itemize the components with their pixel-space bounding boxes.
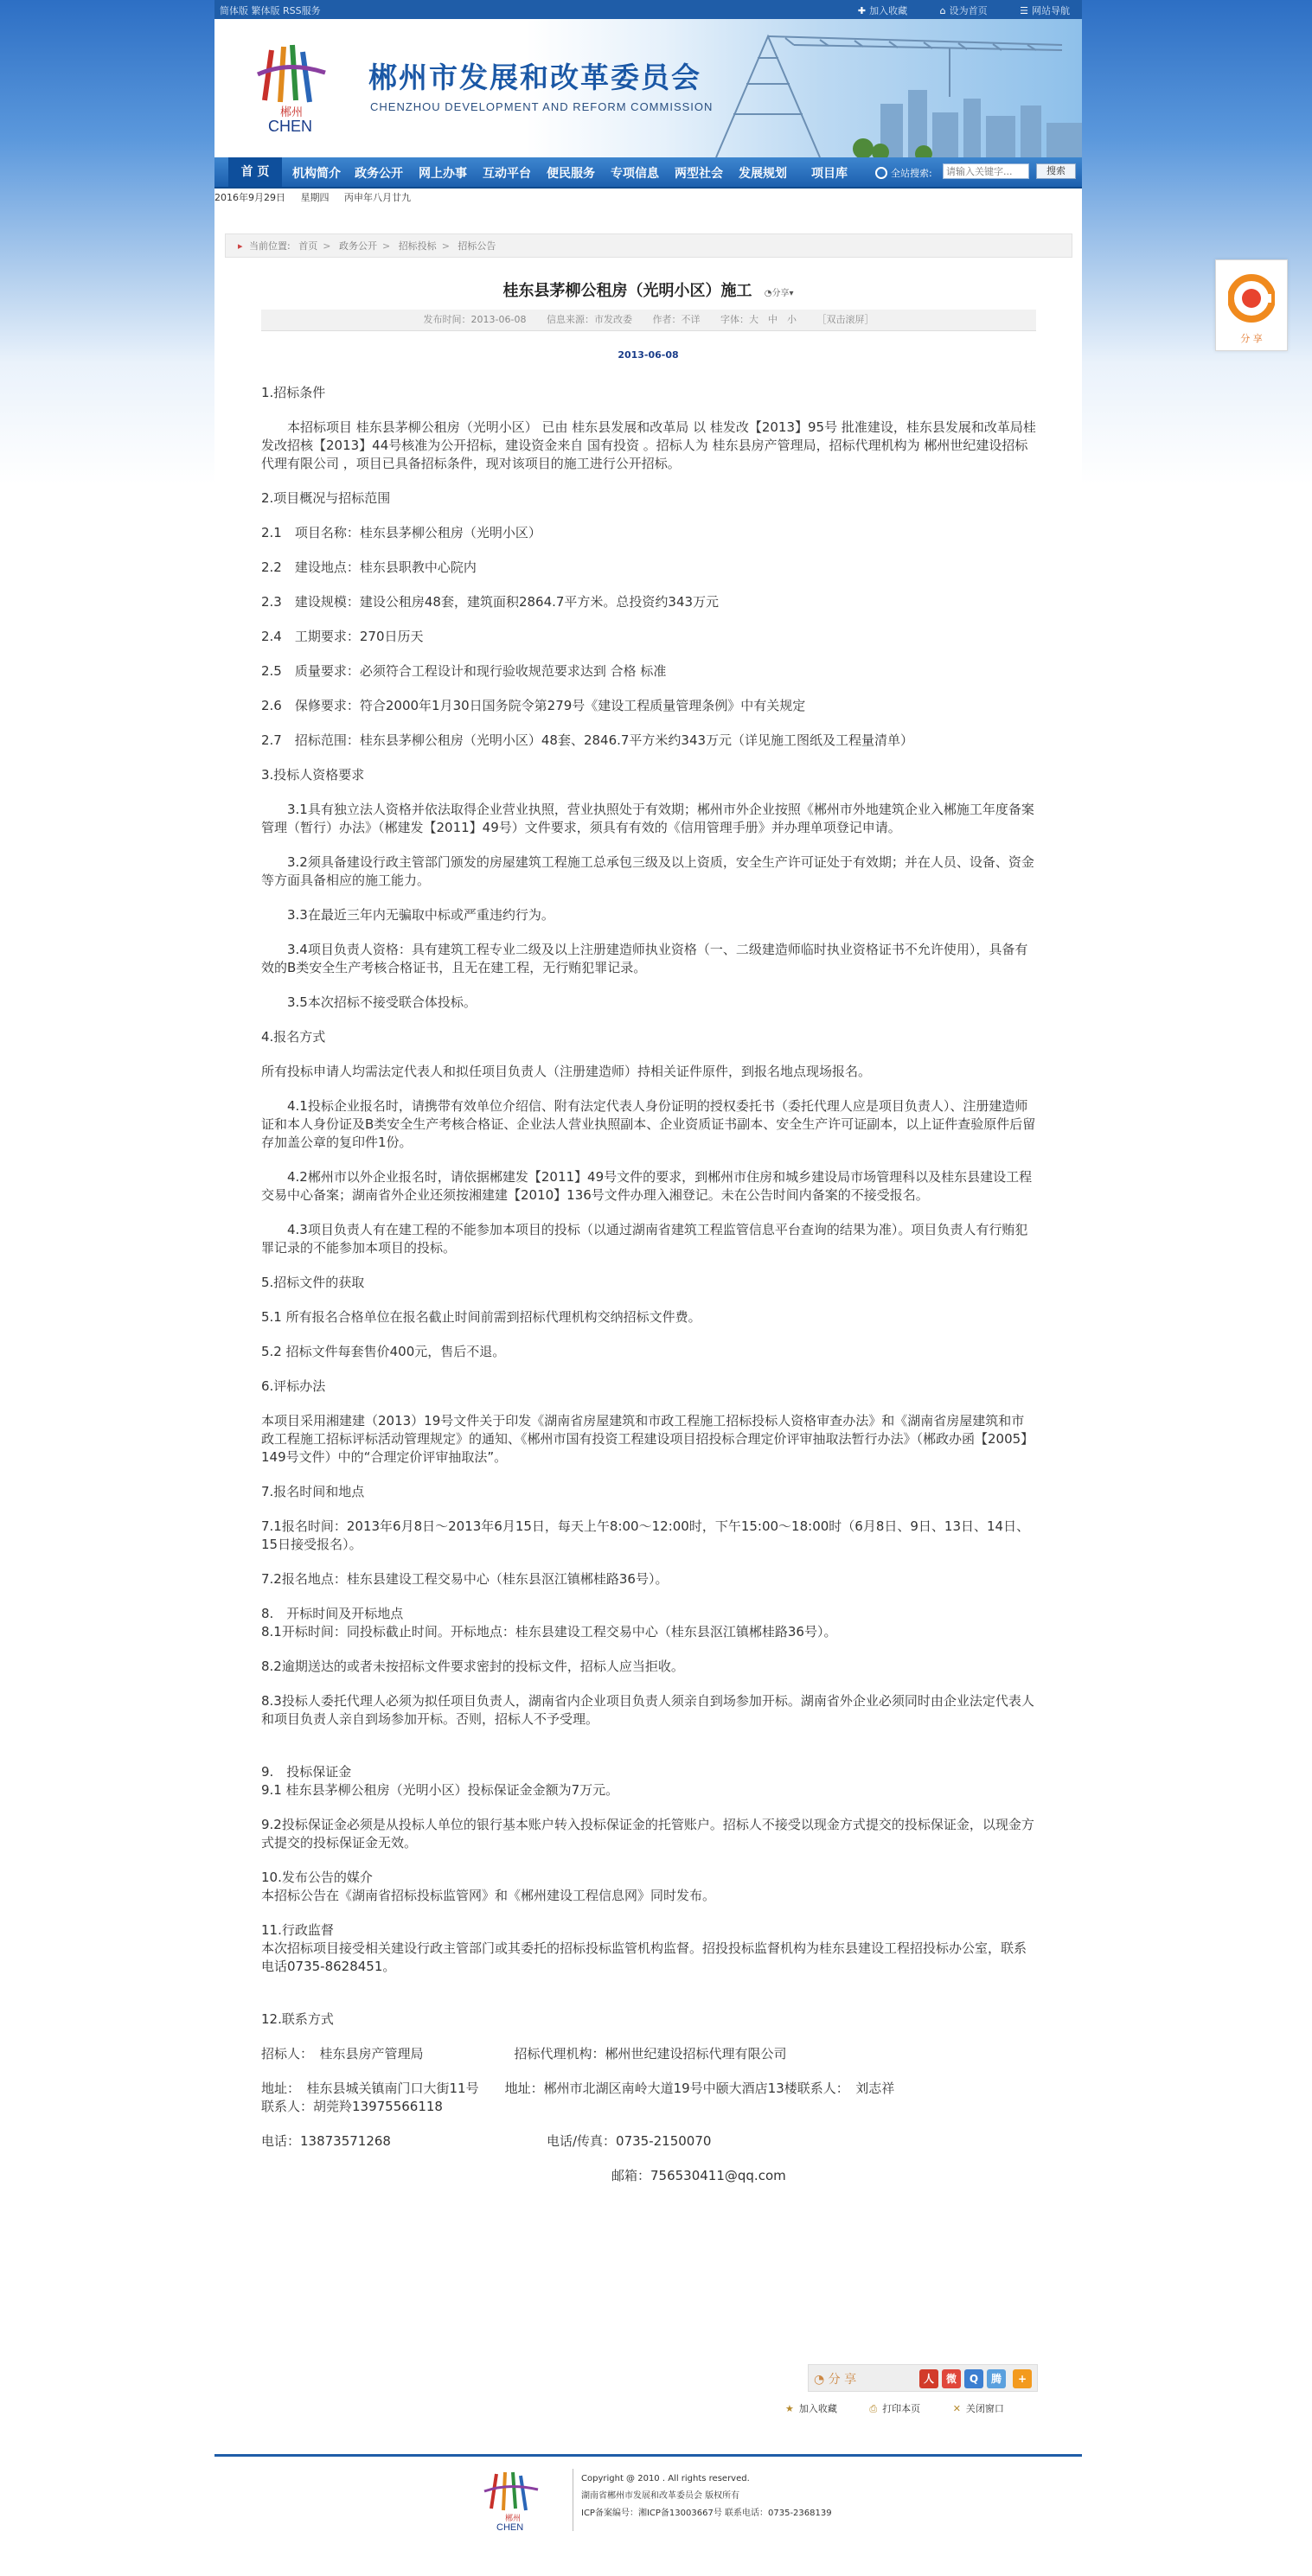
paragraph: 3.2须具备建设行政主管部门颁发的房屋建筑工程施工总承包三级及以上资质，安全生产许可证处于有效期；并在人员、设备、资金等方面具备相应的施工能力。 — [261, 854, 1034, 888]
article-title: 桂东县茅柳公租房（光明小区）施工 — [502, 282, 752, 300]
breadcrumb-home[interactable]: 首页 — [298, 240, 318, 252]
site-title: 郴州市发展和改革委员会 — [368, 61, 701, 94]
paragraph: 2.2 建设地点：桂东县职教中心院内 — [261, 559, 477, 575]
nav-item-project-library[interactable]: 项目库 — [811, 167, 848, 181]
paragraph: 4.3项目负责人有在建工程的不能参加本项目的投标（以通过湖南省建筑工程监管信息平台查询的结果为准）。项目负责人有行贿犯罪记录的不能参加本项目的投标。 — [261, 1222, 1028, 1256]
paragraph: 2.7 招标范围：桂东县茅柳公租房（光明小区）48套、2846.7平方米约343万元（详见施工图纸及工程量清单） — [261, 732, 914, 748]
nav-item-two-type-society[interactable]: 两型社会 — [675, 167, 723, 181]
section-heading: 6.评标办法 — [261, 1378, 326, 1394]
bookmark-link-label: 加入收藏 — [869, 5, 908, 16]
paragraph: 3.3在最近三年内无骗取中标或严重违约行为。 — [287, 907, 554, 923]
paragraph: 2.3 建设规模：建设公租房48套，建筑面积2864.7平方米。总投资约343万元 — [261, 594, 720, 610]
breadcrumb: ▸ 当前位置: 首页 > 政务公开 > 招标投标 > 招标公告 — [225, 233, 1072, 258]
share-bar-button[interactable]: ◔ 分 享 — [814, 2373, 857, 2387]
logo-text: 郴州 — [280, 106, 304, 119]
side-share-label: 分 享 — [1240, 333, 1263, 344]
breadcrumb-bidding[interactable]: 招标投标 — [398, 240, 437, 252]
sitemap-icon: ☰ — [1020, 5, 1028, 16]
sitemap-link[interactable] — [1020, 5, 1070, 16]
paragraph: 8.3投标人委托代理人必须为拟任项目负责人，湖南省内企业项目负责人须亲自到场参加开标。湖南省外企业必须同时由企业法定代表人和项目负责人亲自到场参加开标。否则，招标人不予受理。 — [261, 1693, 1034, 1727]
nav-item-special-info[interactable]: 专项信息 — [611, 167, 659, 181]
paragraph: 2.5 质量要求：必须符合工程设计和现行验收规范要求达到 合格 标准 — [261, 663, 667, 679]
share-more-icon[interactable]: + — [1013, 2369, 1032, 2388]
paragraph: 5.2 招标文件每套售价400元，售后不退。 — [261, 1344, 506, 1359]
paragraph: 本项目采用湘建建（2013）19号文件关于印发《湖南省房屋建筑和市政工程施工招标投标人资格审查办法》和《湖南省房屋建筑和市政工程施工招标评标活动管理规定》的通知、《郴州市国有投资工程建设项目招投标合理定价评审抽取法暂行办法》（郴政办函【2005】149号文件）中的“合理定价评审抽取法”。 — [261, 1413, 1034, 1465]
paragraph: 9.2投标保证金必须是从投标人单位的银行基本账户转入投标保证金的托管账户。招标人不接受以现金方式提交的投标保证金，以现金方式提交的投标保证金无效。 — [261, 1817, 1034, 1851]
paragraph: 3.1具有独立法人资格并依法取得企业营业执照，营业执照处于有效期；郴州市外企业按照《郴州市外地建筑企业入郴施工年度备案管理（暂行）办法》（郴建发【2011】49号）文件要求，须具有有效的《信用管理手册》并办理单项登记申请。 — [261, 802, 1034, 835]
dateline — [214, 190, 423, 204]
util-bookmark[interactable] — [785, 2403, 837, 2414]
paragraph: 5.1 所有报名合格单位在报名截止时间前需到招标代理机构交纳招标文件费。 — [261, 1309, 701, 1325]
util-close[interactable] — [953, 2403, 1004, 2414]
contact-email: 邮箱：756530411@qq.com — [611, 2168, 786, 2183]
nav-item-gov-affairs[interactable]: 政务公开 — [355, 167, 403, 181]
search-input[interactable] — [943, 163, 1029, 179]
footer-logo-sub: CHEN — [496, 2522, 524, 2531]
side-share-widget[interactable] — [1215, 259, 1288, 351]
footer-copyright: Copyright @ 2010 . All rights reserved. — [581, 2474, 750, 2483]
contact-line: 地址： 桂东县城关镇南门口大街11号 地址：郴州市北湖区南岭大道19号中颐大酒店13楼联系人： 刘志祥 联系人：胡莞羚13975566118 — [261, 2081, 1090, 2114]
search-button[interactable]: 搜索 — [1036, 163, 1076, 179]
search-icon — [875, 167, 887, 179]
article-meta — [261, 310, 1036, 331]
paragraph: 本招标项目 桂东县茅柳公租房（光明小区） 已由 桂东县发展和改革局 以 桂发改【2013】95号 批准建设，桂东县发展和改革局桂发改招核【2013】44号核准为公开招标，建设资金来自 国有投资 。招标人为 桂东县房产管理局，招标代理机构为 郴州世纪建设招标代理有限公司 ，项目已具备招标条件，现对该项目的施工进行公开招标。 — [261, 419, 1036, 471]
share-weibo-icon[interactable]: 微 — [942, 2369, 961, 2388]
site-logo[interactable] — [246, 40, 349, 135]
section-heading: 7.报名时间和地点 — [261, 1484, 365, 1499]
paragraph: 本次招标项目接受相关建设行政主管部门或其委托的招标投标监管机构监督。招投投标监督机构为桂东县建设工程招投标办公室，联系电话0735-8628451。 — [261, 1940, 1027, 1974]
paragraph: 9.1 桂东县茅柳公租房（光明小区）投标保证金金额为7万元。 — [261, 1782, 619, 1798]
set-homepage-link[interactable] — [940, 5, 988, 16]
search-label: 全站搜索: — [891, 168, 932, 179]
section-heading: 3.投标人资格要求 — [261, 767, 365, 783]
section-heading: 1.招标条件 — [261, 385, 326, 400]
nav-item-about[interactable]: 机构简介 — [292, 167, 341, 181]
main-nav — [214, 157, 1082, 189]
contact-line: 招标人： 桂东县房产管理局 招标代理机构：郴州世纪建设招标代理有限公司 — [261, 2046, 787, 2061]
bookmark-link[interactable] — [858, 5, 907, 16]
util-print-label: 打印本页 — [882, 2403, 921, 2414]
footer-logo-text: 郴州 — [505, 2515, 522, 2523]
page-container — [214, 0, 1090, 2576]
lunar-date: 丙申年八月廿九 — [344, 192, 411, 203]
footer-owner: 湖南省郴州市发展和改革委员会 版权所有 — [581, 2491, 740, 2501]
crane-skyline-illustration — [664, 19, 1082, 157]
article-content — [261, 384, 1090, 2202]
paragraph: 4.2郴州市以外企业报名时，请依据郴建发【2011】49号文件的要求，到郴州市住房和城乡建设局市场管理科以及桂东县建设工程交易中心备案；湖南省外企业还须按湘建建【2010】136号文件办理入湘登记。未在公告时间内备案的不接受报名。 — [261, 1169, 1033, 1203]
printer-icon: ⎙ — [869, 2403, 878, 2414]
nav-item-interaction[interactable]: 互动平台 — [483, 167, 531, 181]
paragraph: 本招标公告在《湖南省招标投标监管网》和《郴州建设工程信息网》同时发布。 — [261, 1888, 716, 1903]
section-heading: 11.行政监督 — [261, 1922, 334, 1938]
section-heading: 8. 开标时间及开标地点 — [261, 1606, 404, 1621]
share-bar-label: 分 享 — [828, 2373, 857, 2387]
meta-scroll[interactable]: ［双击滚屏］ — [816, 314, 874, 325]
page-utils — [785, 2401, 1034, 2415]
paragraph: 所有投标申请人均需法定代表人和拟任项目负责人（注册建造师）持相关证件原件，到报名地点现场报名。 — [261, 1064, 872, 1079]
paragraph: 7.1报名时间：2013年6月8日～2013年6月15日，每天上午8:00～12:00时，下午15:00～18:00时（6月8日、9日、13日、14日、15日接受报名）。 — [261, 1518, 1030, 1552]
paragraph: 7.2报名地点：桂东县建设工程交易中心（桂东县沤江镇郴桂路36号）。 — [261, 1571, 669, 1587]
set-homepage-label: 设为首页 — [949, 5, 988, 16]
header-banner — [214, 19, 1082, 157]
paragraph: 2.6 保修要求：符合2000年1月30日国务院令第279号《建设工程质量管理条例》中有关规定 — [261, 698, 806, 713]
footer-icp: ICP备案编号：湘ICP备13003667号 联系电话：0735-2368139 — [581, 2509, 832, 2518]
site-subtitle: CHENZHOU DEVELOPMENT AND REFORM COMMISSION — [370, 100, 714, 113]
footer-text — [581, 2471, 832, 2522]
current-date: 2016年9月29日 — [214, 192, 285, 203]
nav-home[interactable]: 首 页 — [228, 157, 282, 187]
section-heading: 9. 投标保证金 — [261, 1764, 352, 1780]
breadcrumb-label: 当前位置: — [249, 240, 291, 252]
current-weekday: 星期四 — [300, 192, 330, 203]
footer — [214, 2454, 1082, 2543]
footer-logo — [474, 2469, 560, 2531]
meta-font-size[interactable]: 字体：大 中 小 — [720, 314, 797, 325]
paragraph: 4.1投标企业报名时，请携带有效单位介绍信、附有法定代表人身份证明的授权委托书（委托代理人应是项目负责人）、注册建造师证和本人身份证及B类安全生产考核合格证、企业法人营业执照副本、企业资质证书副本、安全生产许可证副本，以上证件查验原件后留存加盖公章的复印件1份。 — [261, 1098, 1036, 1150]
share-logo-icon — [1228, 272, 1275, 324]
section-heading: 12.联系方式 — [261, 2011, 334, 2027]
section-heading: 4.报名方式 — [261, 1029, 326, 1045]
util-close-label: 关闭窗口 — [965, 2403, 1004, 2414]
util-bookmark-label: 加入收藏 — [798, 2403, 837, 2414]
paragraph: 8.1开标时间：同投标截止时间。开标地点：桂东县建设工程交易中心（桂东县沤江镇郴桂路36号）。 — [261, 1624, 837, 1640]
sitemap-label: 网站导航 — [1032, 5, 1070, 16]
meta-author: 作者：不详 — [652, 314, 701, 325]
paragraph: 3.4项目负责人资格：具有建筑工程专业二级及以上注册建造师执业资格（一、二级建造师临时执业资格证书不允许使用），具备有效的B类安全生产考核合格证书，且无在建工程，无行贿犯罪记录。 — [261, 942, 1028, 975]
paragraph: 8.2逾期送达的或者未按招标文件要求密封的投标文件，招标人应当拒收。 — [261, 1659, 684, 1674]
paragraph: 2.4 工期要求：270日历天 — [261, 629, 424, 644]
share-renren-icon[interactable]: 人 — [919, 2369, 938, 2388]
bookmark-icon: ✚ — [857, 5, 867, 16]
nav-item-development-plan[interactable]: 发展规划 — [739, 167, 787, 181]
section-heading: 5.招标文件的获取 — [261, 1275, 365, 1290]
meta-publish-time: 发布时间：2013-06-08 — [423, 314, 527, 325]
breadcrumb-gov-affairs[interactable]: 政务公开 — [338, 240, 377, 252]
article-pubdate: 2013-06-08 — [618, 349, 679, 361]
share-small-label: 分享 — [771, 289, 790, 298]
share-bar — [808, 2364, 1038, 2392]
article-title-row — [214, 278, 1082, 301]
paragraph: 3.5本次招标不接受联合体投标。 — [287, 994, 477, 1010]
share-small-button[interactable]: ◔分享▾ — [764, 289, 794, 298]
home-icon: ⌂ — [939, 5, 946, 16]
share-tencent-icon[interactable]: 腾 — [987, 2369, 1006, 2388]
meta-source: 信息来源：市发改委 — [546, 314, 632, 325]
contact-line: 电话：13873571268 电话/传真：0735-2150070 — [261, 2133, 712, 2149]
paragraph: 2.1 项目名称：桂东县茅柳公租房（光明小区） — [261, 525, 541, 540]
language-links[interactable]: 简体版 繁体版 RSS服务 — [220, 5, 321, 16]
star-icon: ★ — [785, 2403, 794, 2414]
top-bar — [214, 0, 1082, 19]
share-qzone-icon[interactable]: Q — [964, 2369, 983, 2388]
util-print[interactable] — [869, 2403, 920, 2414]
section-heading: 2.项目概况与招标范围 — [261, 490, 391, 506]
breadcrumb-bid-notice[interactable]: 招标公告 — [458, 240, 496, 252]
close-icon: ✕ — [952, 2403, 961, 2414]
breadcrumb-arrow-icon: ▸ — [238, 240, 243, 252]
section-heading: 10.发布公告的媒介 — [261, 1870, 373, 1885]
nav-item-public-service[interactable]: 便民服务 — [547, 167, 595, 181]
nav-item-online-service[interactable]: 网上办事 — [419, 167, 467, 181]
logo-sub: CHEN — [268, 118, 313, 135]
